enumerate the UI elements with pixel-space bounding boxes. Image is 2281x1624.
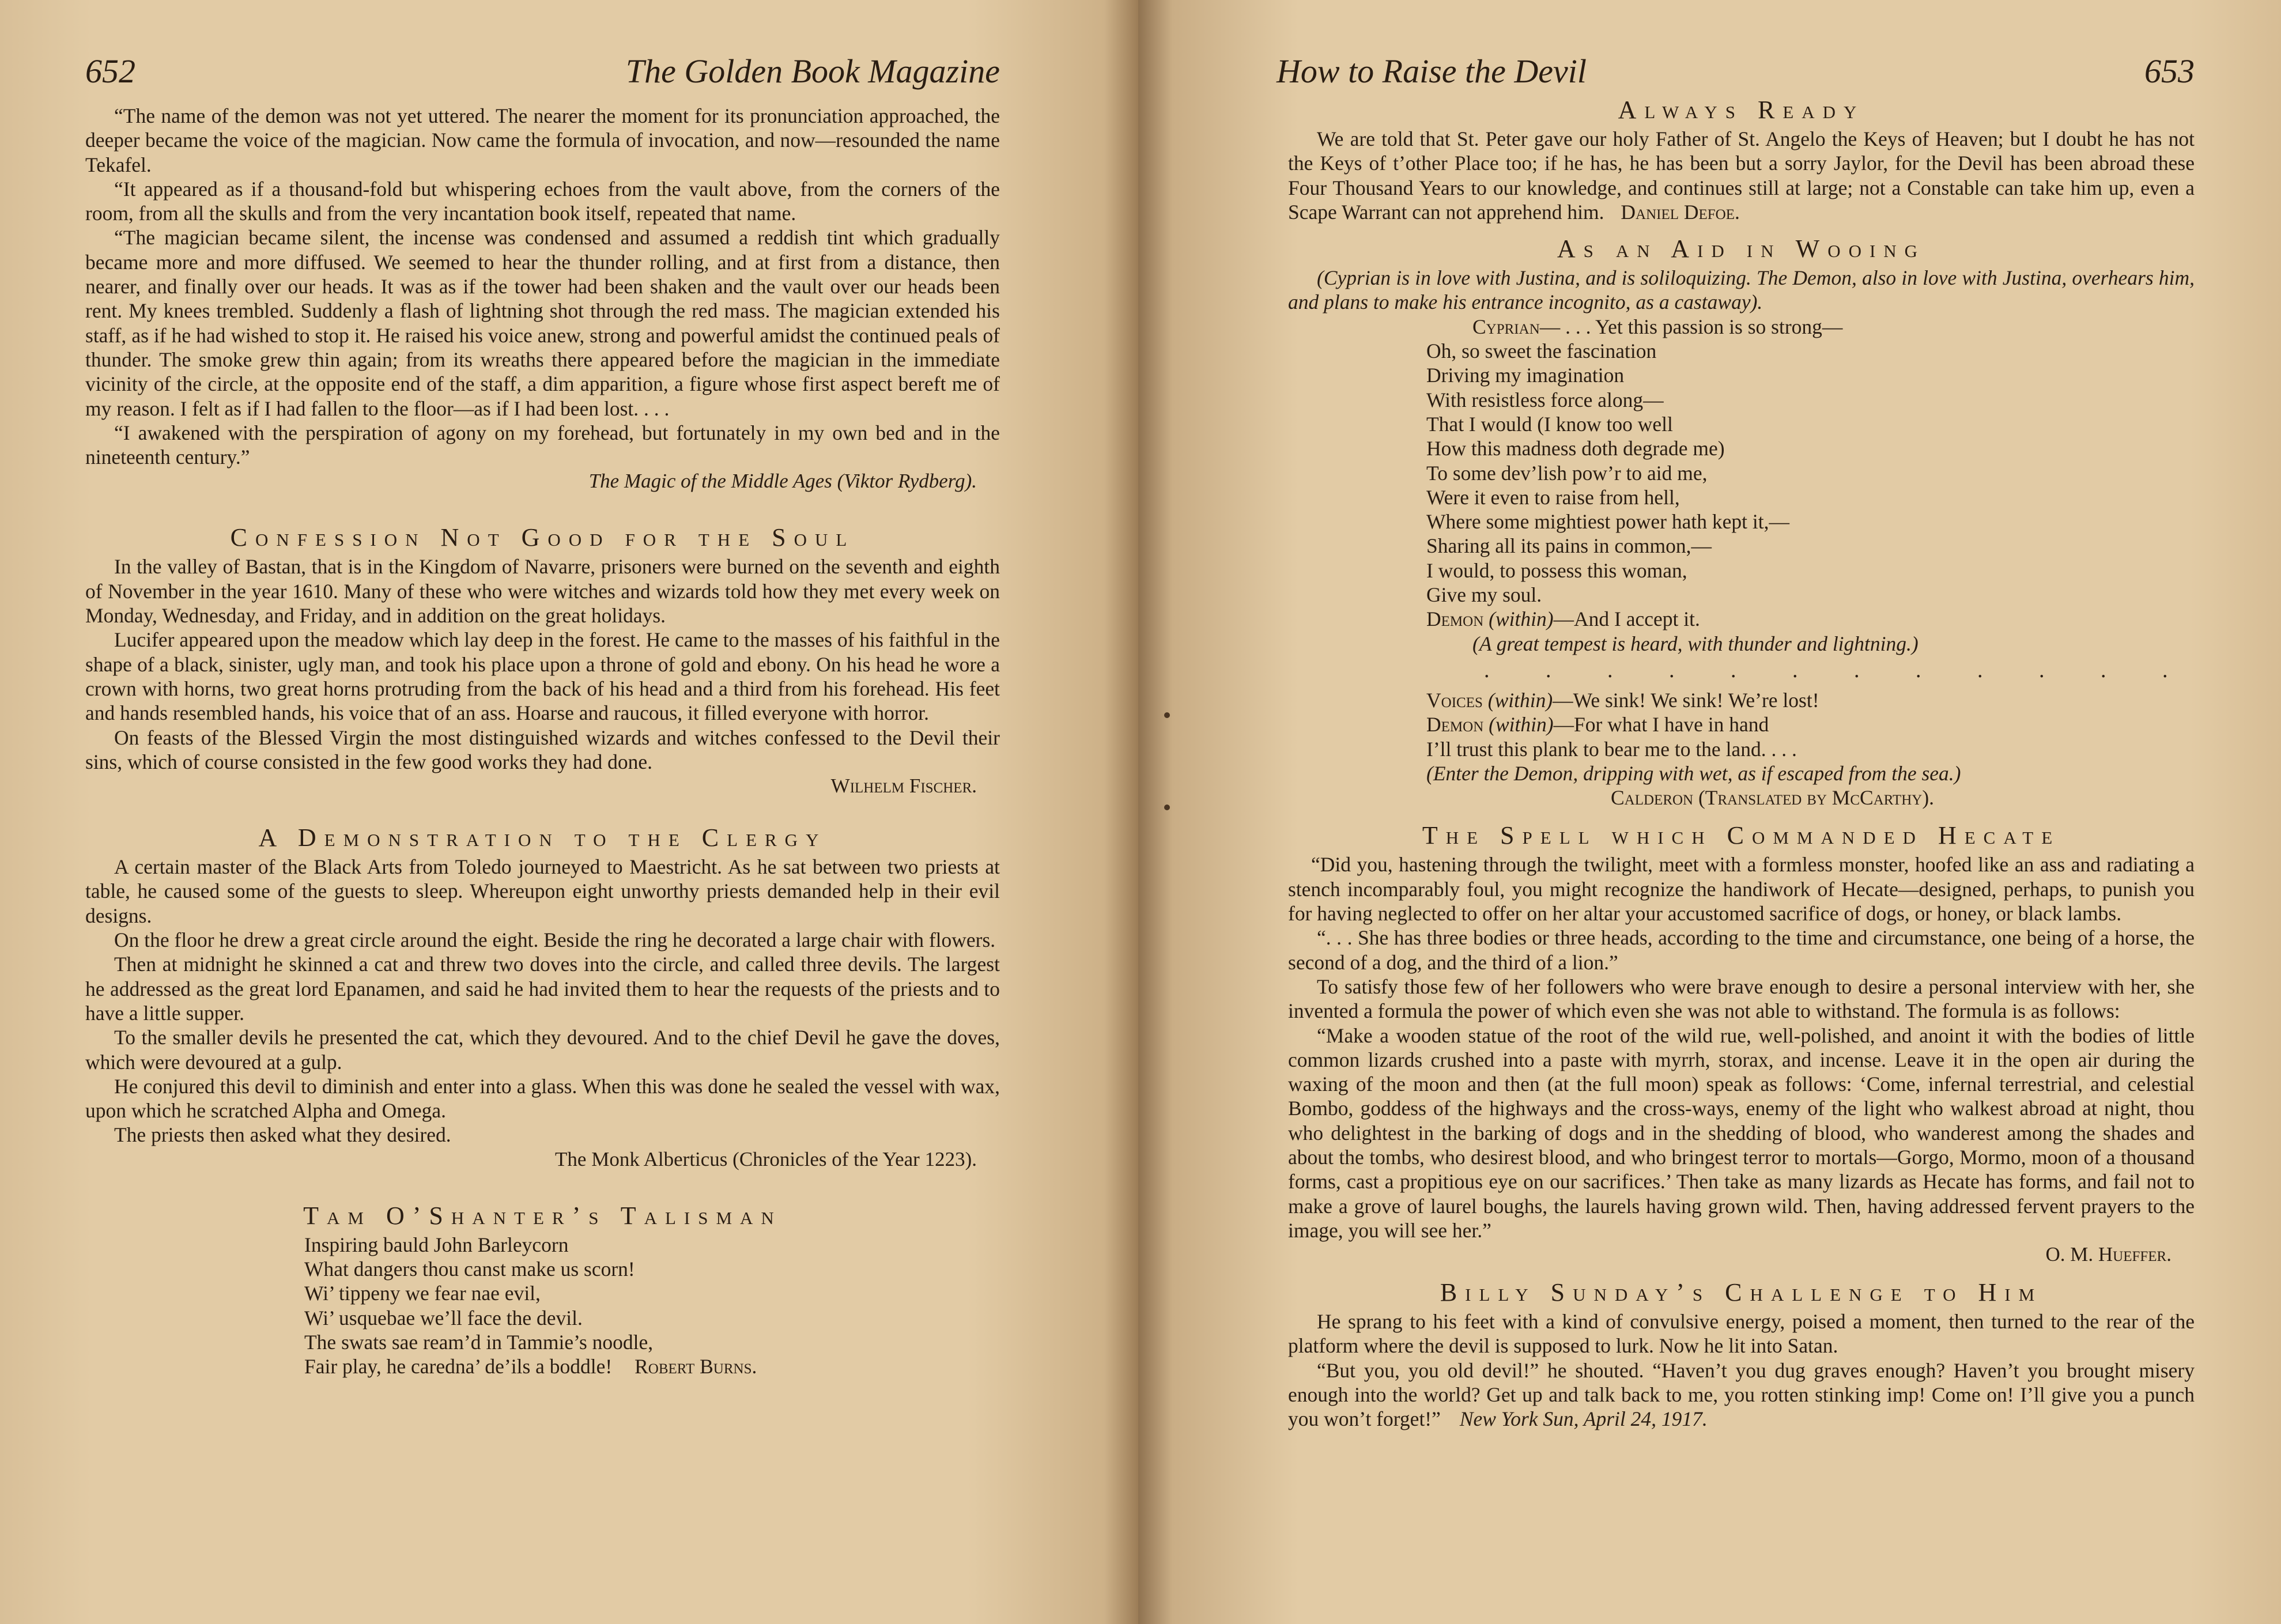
speaker: Cyprian— [1472,315,1561,338]
section-heading: Confession Not Good for the Soul [230,523,855,552]
section-confession [85,521,1000,798]
paragraph: “I awakened with the perspiration of agony on my forehead, but fortunately in my own bed and in the nineteenth century.” [85,421,1000,469]
verse-line: Demon (within)—And I accept it. [1426,607,1700,631]
verse-line: I’ll trust this plank to bear me to the land. . . . [1426,737,1797,761]
paragraph: “. . . She has three bodies or three heads, according to the time and circumstance, one being of a horse, the second of a dog, and the third of a lion.” [1288,926,2195,974]
verse-line: What dangers thou canst make us scorn! [304,1257,635,1281]
running-header [85,52,1000,98]
section-billy-sunday [1288,1276,2195,1431]
verse-line: I would, to possess this woman, [1426,558,1687,582]
left-page [0,0,1138,1624]
section-demonstration [85,821,1000,1172]
verse-line: That I would (I know too well [1426,412,1673,436]
stage-direction: (A great tempest is heard, with thunder and lightning.) [1472,632,1919,655]
paragraph: Lucifer appeared upon the meadow which lay deep in the forest. He came to the masses of his faithful in the shape of a black, sinister, ugly man, and took his place upon a throne of gold and ebony. On his head he wore a crown with horns, two great horns protruding from the back of his head and a third from his forehead. His feet and hands resembled hands, his voice that of an ass. Hoarse and raucous, it filled everyone with horror. [85,628,1000,725]
attribution: Daniel Defoe. [1621,200,1740,224]
verse-line: Fair play, he caredna’ de’ils a boddle! Robert Burns. [304,1355,757,1378]
paragraph: He sprang to his feet with a kind of convulsive energy, poised a moment, then turned to the rear of the platform where the devil is supposed to lurk. Now he lit into Satan. [1288,1310,2195,1358]
paragraph: “The name of the demon was not yet uttered. The nearer the moment for its pronunciation approached, the deeper became the voice of the magician. Now came the formula of invocation, and now—resounded the name Tekafel. [85,104,1000,176]
gutter-mark [1164,805,1170,810]
section-heading: As an Aid in Wooing [1557,235,1926,263]
section-tam-oshanter [85,1199,1000,1379]
verse-line: Sharing all its pains in common,— [1426,534,1712,558]
attribution: O. M. Hueffer. [2045,1243,2172,1266]
paragraph: In the valley of Bastan, that is in the Kingdom of Navarre, prisoners were burned on the seventh and eighth of November in the year 1610. Many of these who were witches and wizards told how they met every week on Monday, Wednesday, and Friday, and in addition on the great holidays. [85,555,1000,628]
verse-line: With resistless force along— [1426,388,1664,411]
paragraph: “The magician became silent, the incense was condensed and assumed a reddish tint which gradually became more and more diffused. We seemed to hear the thunder rolling, and at first from a distance, then nearer, and finally over our heads. It was as if the tower had been shaken and the vault over our heads been rent. My knees trembled. Suddenly a flash of lightning shot through the red mass. The magician extended his staff, as if he had wished to stop it. He raised his voice anew, strong and powerful amidst the continued peals of thunder. The smoke grew thin again; from its wreaths there appeared before the magician in the immediate vicinity of the circle, at the opposite end of the staff, a dim apparition, a figure whose first aspect bereft me of my reason. I felt as if I had fallen to the floor—as if I had been lost. . . . [85,226,1000,420]
verse-line: Driving my imagination [1426,364,1625,387]
verse-line: Inspiring bauld John Barleycorn [304,1233,569,1256]
verse-line: Wi’ usquebae we’ll face the devil. [304,1306,583,1330]
paragraph: “Did you, hastening through the twilight, meet with a formless monster, hoofed like an ass and radiating a stench incomparably foul, you might recognize the handiwork of Hecate—designed, perhaps, to punish you for having neglected to offer on her altar your accustomed sacrifice of dogs, or honey, or black lambs. [1288,853,2195,926]
attribution: Calderon (Translated by McCarthy). [1611,786,1935,810]
section-heading: Always Ready [1618,96,1865,124]
attribution: The Monk Alberticus (Chronicles of the Year 1223). [555,1147,977,1170]
paragraph: “Make a wooden statue of the root of the wild rue, well-polished, and anoint it with the bodies of little common lizards crushed into a paste with myrrh, storax, and incense. Leave it in the open air during the waxing of the moon and then (at the full moon) speak as follows: ‘Come, infernal terrestrial, and celestial Bombo, goddess of the highways and the cross-ways, enemy of the light who walkest abroad at night, thou who delightest in the barking of dogs and in the shedding of blood, who wanderest among the shades and about the tombs, who desirest blood, and who bringest terror to mortals—Gorgo, Mormo, moon of a thousand forms, cast a propitious eye on our sacrifices.’ Then take as many lizards as Hecate has forms, and fail not to make a grove of laurel boughs, the laurels having grown wild. Then, having addressed fervent prayers to the image, you will see her.” [1288,1024,2195,1242]
verse-line: Where some mightiest power hath kept it,— [1426,510,1789,534]
attribution: The Magic of the Middle Ages (Viktor Rydberg). [588,470,977,493]
speaker: Voices [1426,688,1483,712]
attribution: Robert Burns. [635,1355,757,1378]
page-number: 653 [2144,52,2195,90]
verse-line: Cyprian— . . . Yet this passion is so strong— [1472,315,1843,338]
verse-line: To some dev’lish pow’r to aid me, [1426,461,1708,485]
verse-line: Wi’ tippeny we fear nae evil, [304,1282,541,1305]
verse-line: Were it even to raise from hell, [1426,485,1680,509]
section-heading: Tam O’Shanter’s Talisman [303,1201,782,1230]
stage-direction: (Cyprian is in love with Justina, and is soliloquizing. The Demon, also in love with Justina, overhears him, and plans to make his entrance incognito, as a castaway). [1288,266,2195,314]
section-always-ready [1288,93,2195,224]
running-header [1277,52,2195,98]
intro-excerpt [85,104,1000,493]
section-aid-in-wooing [1288,232,2195,810]
paragraph: He conjured this devil to diminish and enter into a glass. When this was done he sealed the vessel with wax, upon which he scratched Alpha and Omega. [85,1074,1000,1123]
running-head-title: How to Raise the Devil [1277,52,1587,90]
paragraph: We are told that St. Peter gave our holy Father of St. Angelo the Keys of Heaven; but I doubt he has not the Keys of t’other Place too; if he has, he has been but a sorry Jaylor, for the Devil has been abroad these Four Thousand Years to our knowledge, and continues still at large; not a Constable can take him up, even a Scape Warrant can not apprehend him. Daniel Defoe. [1288,127,2195,224]
verse-line: Give my soul. [1426,583,1542,607]
stage-direction: (Enter the Demon, dripping with wet, as if escaped from the sea.) [1426,761,1961,785]
verse [1426,315,2195,810]
paragraph: Then at midnight he skinned a cat and threw two doves into the circle, and called three devils. The largest he addressed as the great lord Epanamen, and said he had invited them to hear the requests of the priests and to have a little supper. [85,953,1000,1025]
verse-line: Voices (within)—We sink! We sink! We’re lost! [1426,688,1819,712]
section-heading: The Spell which Commanded Hecate [1422,821,2061,850]
speaker: Demon [1426,713,1484,737]
verse-line: The swats sae ream’d in Tammie’s noodle, [304,1330,654,1354]
gutter-mark [1164,712,1170,718]
verse-line: How this madness doth degrade me) [1426,437,1725,460]
verse-line: Oh, so sweet the fascination [1426,339,1657,363]
paragraph: “But you, you old devil!” he shouted. “Haven’t you dug graves enough? Haven’t you brought misery enough into the world? Get up and talk back to me, you rotten stinking imp! Come on! I’ll give you a punch you won’t forget!” New York Sun, April 24, 1917. [1288,1358,2195,1431]
attribution: Wilhelm Fischer. [830,775,977,798]
paragraph: “It appeared as if a thousand-fold but whispering echoes from the vault above, from the corners of the room, from all the skulls and from the very incantation book itself, repeated that name. [85,177,1000,225]
paragraph: A certain master of the Black Arts from Toledo journeyed to Maestricht. As he sat between two priests at table, he caused some of the guests to sleep. Whereupon eight unworthy priests demanded help in their evil designs. [85,855,1000,927]
paragraph: The priests then asked what they desired. [114,1123,451,1147]
verse [304,1233,1000,1379]
attribution: New York Sun, April 24, 1917. [1459,1407,1708,1431]
paragraph: To the smaller devils he presented the cat, which they devoured. And to the chief Devil he gave the doves, which were devoured at a gulp. [85,1026,1000,1074]
verse-line: Demon (within)—For what I have in hand [1426,713,1769,737]
paragraph: On the floor he drew a great circle around the eight. Beside the ring he decorated a large chair with flowers. [114,928,996,952]
speaker: Demon [1426,607,1484,631]
section-spell-hecate [1288,819,2195,1267]
page-number: 652 [85,52,135,90]
paragraph: To satisfy those few of her followers who were brave enough to desire a personal interview with her, she invented a formula the power of which even she was not able to withstand. The formula is as follows: [1288,975,2195,1023]
section-heading: A Demonstration to the Clergy [258,824,827,852]
running-head-title: The Golden Book Magazine [625,52,1000,90]
section-heading: Billy Sunday’s Challenge to Him [1440,1278,2043,1307]
paragraph: On feasts of the Blessed Virgin the most distinguished wizards and witches confessed to the Devil their sins, which of course consisted in the few good works they had done. [85,726,1000,773]
ellipsis: . . . . . . . . . . . . [1484,658,2193,682]
right-page [1138,0,2281,1624]
